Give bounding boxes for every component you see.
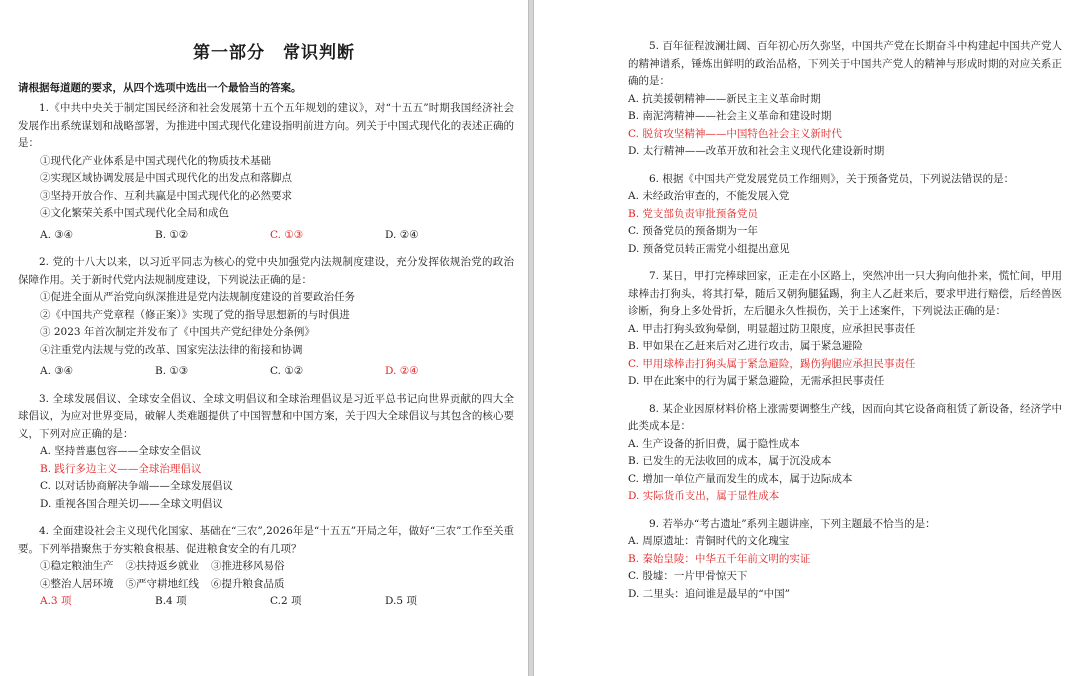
question-9	[628, 516, 1062, 604]
options-row	[18, 593, 514, 611]
question-1	[18, 100, 514, 244]
statement-row	[18, 558, 514, 576]
statement-item: ①稳定粮油生产	[40, 560, 114, 572]
option-c: C. 殷墟：一片甲骨惊天下	[628, 570, 748, 582]
option-d: D. 预备党员转正需党小组提出意见	[628, 242, 790, 255]
question-stem: 7. 某日，甲打完棒球回家，正走在小区路上，突然冲出一只大狗向他扑来，慌忙间，甲用球棒击打狗头，将其打晕，随后又朝狗腿猛踢，狗主人乙赶来后，要求甲进行赔偿，后经兽医诊断，狗身上多处骨折，左后腿永久性损伤，关于上述案件，下列说法正确的是：	[628, 270, 1062, 317]
option-a: A. ③④	[40, 228, 74, 241]
statement-item: ①现代化产业体系是中国式现代化的物质技术基础	[40, 154, 271, 167]
statement-item: ②扶持返乡就业	[125, 560, 199, 572]
option-b: B. 已发生的无法收回的成本，属于沉没成本	[628, 455, 832, 467]
option-a: A. 甲击打狗头致狗晕倒，明显超过防卫限度，应承担民事责任	[628, 322, 916, 335]
statement-item: ②实现区域协调发展是中国式现代化的出发点和落脚点	[40, 172, 292, 184]
statement-row	[18, 576, 514, 594]
section-title	[18, 38, 514, 63]
instruction-text: 请根据每道题的要求，从四个选项中选出一个最恰当的答案。	[18, 82, 302, 94]
question-7	[628, 268, 1062, 391]
option-c: C. 预备党员的预备期为一年	[628, 225, 758, 237]
option-a: A. 未经政治审查的，不能发展入党	[628, 190, 790, 202]
options-row	[18, 363, 514, 381]
statement-item: ③坚持开放合作、互利共赢是中国式现代化的必然要求	[40, 189, 292, 202]
left-page	[0, 0, 528, 676]
option-d: D.5 项	[385, 595, 417, 607]
question-stem: 2. 党的十八大以来，以习近平同志为核心的党中央加强党内法规制度建设，充分发挥依规治党的政治保障作用。关于新时代党内法规制度建设，下列说法正确的是：	[18, 256, 514, 286]
statement-item: ③ 2023 年首次制定并发布了《中国共产党纪律处分条例》	[40, 326, 315, 338]
question-3	[18, 391, 514, 514]
option-a: A. 生产设备的折旧费，属于隐性成本	[628, 437, 800, 450]
option-d-answer: D. ②④	[385, 365, 419, 377]
statement-item: ⑤严守耕地红线	[125, 577, 199, 590]
option-d: D. ②④	[385, 228, 419, 241]
question-stem: 9. 若举办“考古遗址”系列主题讲座，下列主题最不恰当的是：	[649, 517, 936, 530]
option-c-answer: C. 甲用球棒击打狗头属于紧急避险，踢伤狗腿应承担民事责任	[628, 357, 916, 370]
question-stem: 3. 全球发展倡议、全球安全倡议、全球文明倡议和全球治理倡议是习近平总书记向世界贡献的四大全球倡议，为应对世界变局，破解人类难题提供了中国智慧和中国方案，关于四大全球倡议与其包含的核心要义，下列对应正确的是：	[18, 392, 514, 440]
section-name: 常识判断	[283, 43, 355, 63]
statement-item: ④文化繁荣关系中国式现代化全局和成色	[40, 207, 229, 219]
question-8	[628, 401, 1062, 506]
statement-item: ⑥提升粮食品质	[211, 577, 285, 590]
option-b-answer: B. 践行多边主义——全球治理倡议	[40, 462, 202, 475]
option-d: D. 太行精神——改革开放和社会主义现代化建设新时期	[628, 145, 885, 157]
question-stem: 5. 百年征程波澜壮阔、百年初心历久弥坚，中国共产党在长期奋斗中构建起中国共产党人的精神谱系，锤炼出鲜明的政治品格，下列关于中国共产党人的精神与形成时期的对应关系正确的是：	[628, 40, 1062, 87]
option-a-answer: A.3 项	[40, 595, 72, 607]
option-c-answer: C. 脱贫攻坚精神——中国特色社会主义新时代	[628, 127, 842, 140]
question-stem: 6. 根据《中国共产党发展党员工作细则》，关于预备党员，下列说法错误的是：	[649, 172, 1015, 185]
statement-item: ②《中国共产党章程（修正案）》实现了党的指导思想新的与时俱进	[40, 308, 350, 321]
option-b: B. ①②	[155, 228, 189, 241]
option-d: D. 二里头：追问谁是最早的“中国”	[628, 587, 790, 600]
options-row	[18, 227, 514, 245]
option-b: B. ①③	[155, 365, 189, 377]
right-page	[534, 0, 1080, 676]
statement-item: ③推进移风易俗	[211, 560, 285, 572]
option-c: C.2 项	[270, 595, 302, 607]
question-stem: 8. 某企业因原材料价格上涨需要调整生产线，因而向其它设备商租赁了新设备，经济学中此类成本是：	[628, 402, 1062, 432]
question-6	[628, 171, 1062, 259]
question-stem: 1.《中共中央关于制定国民经济和社会发展第十五个五年规划的建议》，对“十五五”时期我国经济社会发展作出系统谋划和战略部署，为推进中国式现代化建设指明前进方向。列关于中国式现代化的表述正确的是：	[18, 102, 514, 149]
option-b: B. 南泥湾精神——社会主义革命和建设时期	[628, 110, 832, 122]
option-b-answer: B. 秦始皇陵：中华五千年前文明的实证	[628, 552, 811, 565]
option-a: A. 周原遗址：青铜时代的文化瑰宝	[628, 535, 790, 547]
statement-item: ①促进全面从严治党向纵深推进是党内法规制度建设的首要政治任务	[40, 291, 355, 303]
option-d: D. 重视各国合理关切——全球文明倡议	[40, 497, 223, 510]
option-d: D. 甲在此案中的行为属于紧急避险，无需承担民事责任	[628, 375, 885, 387]
option-c: C. ①②	[270, 365, 304, 377]
option-a: A. 坚持普惠包容——全球安全倡议	[40, 445, 202, 457]
option-b: B.4 项	[155, 595, 187, 607]
question-4	[18, 523, 514, 611]
option-c: C. 增加一单位产量而发生的成本，属于边际成本	[628, 472, 853, 485]
option-a: A. 抗美援朝精神——新民主主义革命时期	[628, 92, 821, 105]
option-a: A. ③④	[40, 365, 74, 377]
statement-item: ④注重党内法规与党的改革、国家宪法法律的衔接和协调	[40, 343, 303, 356]
statement-item: ④整治人居环境	[40, 577, 114, 590]
question-stem: 4. 全面建设社会主义现代化国家、基础在“三农”,2026年是“十五五”开局之年，做好“三农”工作至关重要。下列举措聚焦于夯实粮食根基、促进粮食安全的有几项？	[18, 525, 514, 555]
option-c-answer: C. ①③	[270, 228, 304, 241]
option-d-answer: D. 实际货币支出，属于显性成本	[628, 490, 780, 502]
option-b-answer: B. 党支部负责审批预备党员	[628, 207, 758, 220]
question-5	[628, 38, 1062, 161]
question-2	[18, 254, 514, 381]
option-c: C. 以对话协商解决争端——全球发展倡议	[40, 480, 233, 492]
section-part: 第一部分	[193, 43, 265, 63]
option-b: B. 甲如果在乙赶来后对乙进行攻击，属于紧急避险	[628, 340, 863, 352]
